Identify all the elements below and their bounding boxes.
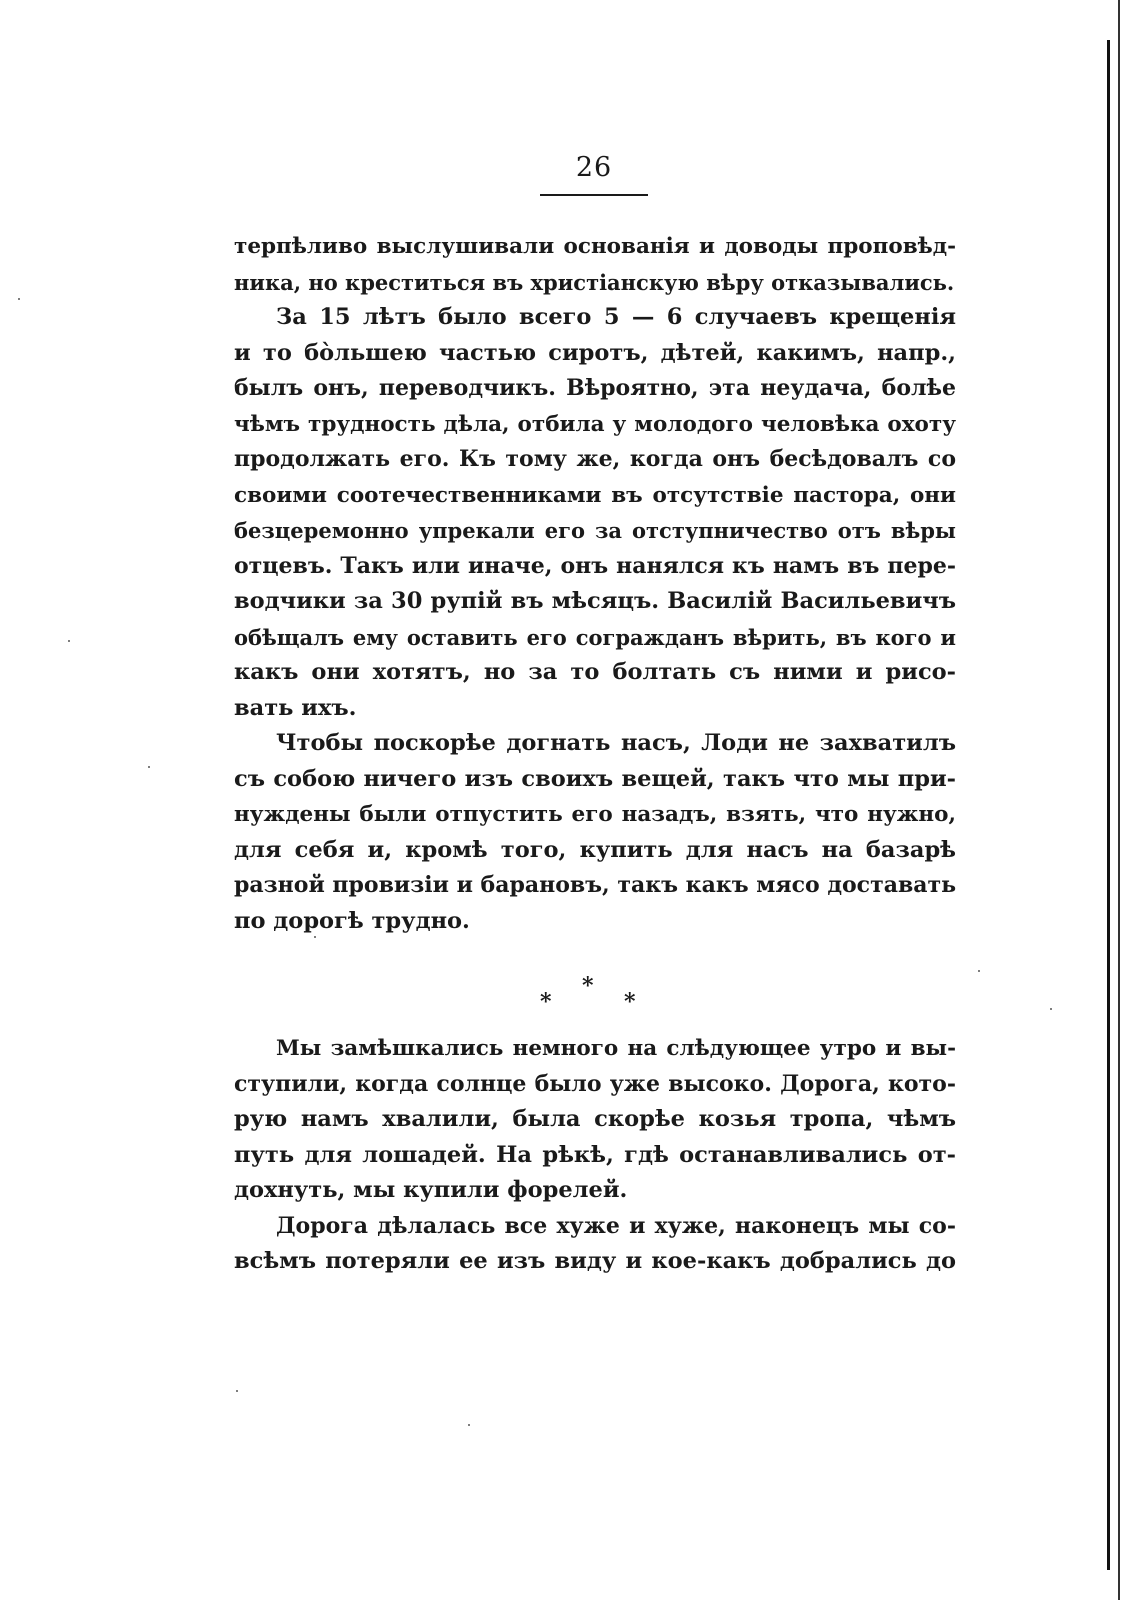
- binding-edge-line: [1107, 40, 1110, 1570]
- text-line: нуждены были отпустить его назадъ, взять, что нужно,: [234, 802, 956, 827]
- text-line: всѣмъ потеряли ее изъ виду и кое-какъ добрались до: [234, 1248, 956, 1274]
- binding-edge-line-outer: [1118, 0, 1120, 1600]
- text-line: продолжать его. Къ тому же, когда онъ бесѣдовалъ со: [234, 446, 956, 472]
- text-line: путь для лошадей. На рѣкѣ, гдѣ останавливались от-: [234, 1141, 956, 1168]
- page-number: 26: [575, 152, 613, 183]
- text-line: вать ихъ.: [234, 694, 357, 721]
- scan-speck: [468, 1424, 470, 1426]
- text-line: по дорогѣ трудно.: [234, 907, 470, 934]
- page-number-rule: [540, 194, 648, 196]
- text-line: своими соотечественниками въ отсутствіе пастора, они: [234, 482, 956, 508]
- scan-speck: [148, 766, 150, 768]
- text-line: ступили, когда солнце было уже высоко. Дорога, кото-: [234, 1070, 956, 1097]
- text-line: чѣмъ трудность дѣла, отбила у молодого человѣка охоту: [234, 411, 956, 437]
- text-line: рую намъ хвалили, была скорѣе козья тропа, чѣмъ: [234, 1106, 956, 1132]
- text-line: и то бо̀льшею частью сиротъ, дѣтей, какимъ, напр.,: [234, 339, 956, 366]
- text-line: водчики за 30 рупій въ мѣсяцъ. Василій Васильевичъ: [234, 588, 956, 614]
- scan-speck: [236, 1390, 238, 1392]
- text-line: ника, но креститься въ христіанскую вѣру отказывались.: [234, 269, 955, 295]
- scan-speck: [978, 970, 980, 972]
- separator-asterisk: *: [540, 989, 552, 1015]
- separator-asterisk: *: [624, 989, 636, 1015]
- scan-speck: [1050, 1008, 1052, 1010]
- scan-speck: [68, 640, 70, 642]
- separator-asterisk: *: [582, 973, 594, 999]
- text-block-bottom: [234, 1031, 956, 1280]
- text-line: разной провизіи и барановъ, такъ какъ мясо доставать: [234, 872, 956, 898]
- text-line: Чтобы поскорѣе догнать насъ, Лоди не захватилъ: [276, 730, 956, 756]
- text-line: Дорога дѣлалась все хуже и хуже, наконецъ мы со-: [276, 1212, 956, 1239]
- scan-speck: [314, 936, 316, 938]
- text-line: Мы замѣшкались немного на слѣдующее утро и вы-: [276, 1036, 956, 1061]
- text-line: терпѣливо выслушивали основанія и доводы проповѣд-: [234, 234, 956, 259]
- text-line: для себя и, кромѣ того, купить для насъ на базарѣ: [234, 836, 956, 863]
- text-line: отцевъ. Такъ или иначе, онъ нанялся къ намъ въ пере-: [234, 552, 956, 579]
- text-block-top: [234, 229, 956, 939]
- text-line: За 15 лѣтъ было всего 5 — 6 случаевъ крещенія: [276, 304, 956, 330]
- text-line: какъ они хотятъ, но за то болтать съ ними и рисо-: [234, 659, 956, 685]
- text-line: былъ онъ, переводчикъ. Вѣроятно, эта неудача, болѣе: [234, 375, 956, 401]
- text-line: безцеремонно упрекали его за отступничество отъ вѣры: [234, 518, 956, 543]
- text-line: обѣщалъ ему оставить его согражданъ вѣрить, въ кого и: [234, 624, 956, 650]
- text-line: дохнуть, мы купили форелей.: [234, 1177, 628, 1203]
- section-separator: [540, 975, 650, 1025]
- text-line: съ собою ничего изъ своихъ вещей, такъ что мы при-: [234, 765, 956, 792]
- scan-speck: [18, 298, 20, 300]
